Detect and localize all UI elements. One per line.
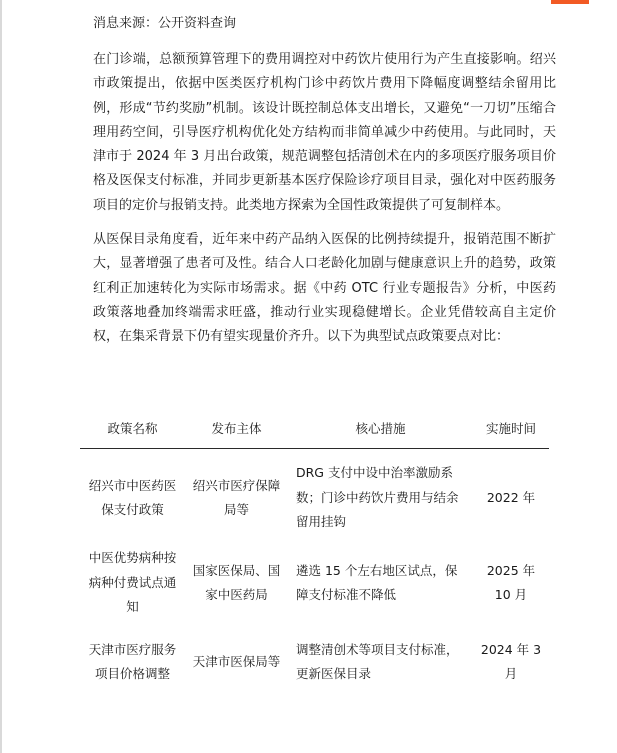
page-left-edge xyxy=(0,0,2,753)
cell-policy-name: 中医优势病种按病种付费试点通知 xyxy=(88,550,177,615)
paragraph-insurance-catalog: 从医保目录角度看，近年来中药产品纳入医保的比例持续提升，报销范围不断扩大，显著增强了患者可及性。结合人口老龄化加剧与健康意识上升的趋势，政策红利正加速转化为实际市场需求。据《中药 OTC 行业专题报告》分析，中医药政策落地叠加终端需求旺盛，推动行业实现稳健增长。企业凭借较高自主定价权，在集采背景下仍有望实现量价齐升。以下为典型试点政策要点对比： xyxy=(93,232,556,345)
cell-issuer: 国家医保局、国家中医药局 xyxy=(192,562,281,602)
table-row xyxy=(80,449,549,542)
document-body xyxy=(93,14,556,360)
cell-core-measures: DRG 支付中设中治率激励系数；门诊中药饮片费用与结余留用挂钩 xyxy=(296,465,459,530)
cell-core-measures: 遴选 15 个左右地区试点，保障支付标准不降低 xyxy=(296,562,458,602)
cell-issuer: 绍兴市医疗保障局等 xyxy=(192,477,281,517)
cell-issuer: 天津市医保局等 xyxy=(192,653,281,669)
table-row xyxy=(80,541,549,625)
cell-effective-date: 2025 年 10 月 xyxy=(486,562,536,602)
cell-core-measures: 调整清创术等项目支付标准，更新医保目录 xyxy=(296,641,459,681)
table-header-row xyxy=(80,408,549,449)
source-line: 消息来源：公开资料查询 xyxy=(93,16,237,31)
cell-policy-name: 绍兴市中医药医保支付政策 xyxy=(88,477,177,517)
cell-policy-name: 天津市医疗服务项目价格调整 xyxy=(88,641,177,681)
header-issuer: 发布主体 xyxy=(185,408,288,449)
header-policy-name: 政策名称 xyxy=(80,408,185,449)
header-effective-date: 实施时间 xyxy=(473,408,549,449)
table-row xyxy=(80,625,549,699)
cell-effective-date: 2022 年 xyxy=(486,489,536,505)
corner-accent-tab xyxy=(551,0,589,4)
cell-effective-date: 2024 年 3 月 xyxy=(480,641,542,681)
policy-comparison-table xyxy=(80,408,549,699)
paragraph-outpatient: 在门诊端，总额预算管理下的费用调控对中药饮片使用行为产生直接影响。绍兴市政策提出，依据中医类医疗机构门诊中药饮片费用下降幅度调整结余留用比例，形成“节约奖励”机制。该设计既控制总体支出增长，又避免“一刀切”压缩合理用药空间，引导医疗机构优化处方结构而非简单减少中药使用。与此同时，天津市于 2024 年 3 月出台政策，规范调整包括清创术在内的多项医疗服务项目价格及医保支付标准，并同步更新基本医疗保险诊疗项目目录，强化对中医药服务项目的定价与报销支持。此类地方探索为全国性政策提供了可复制样本。 xyxy=(93,52,556,213)
header-core-measures: 核心措施 xyxy=(288,408,473,449)
